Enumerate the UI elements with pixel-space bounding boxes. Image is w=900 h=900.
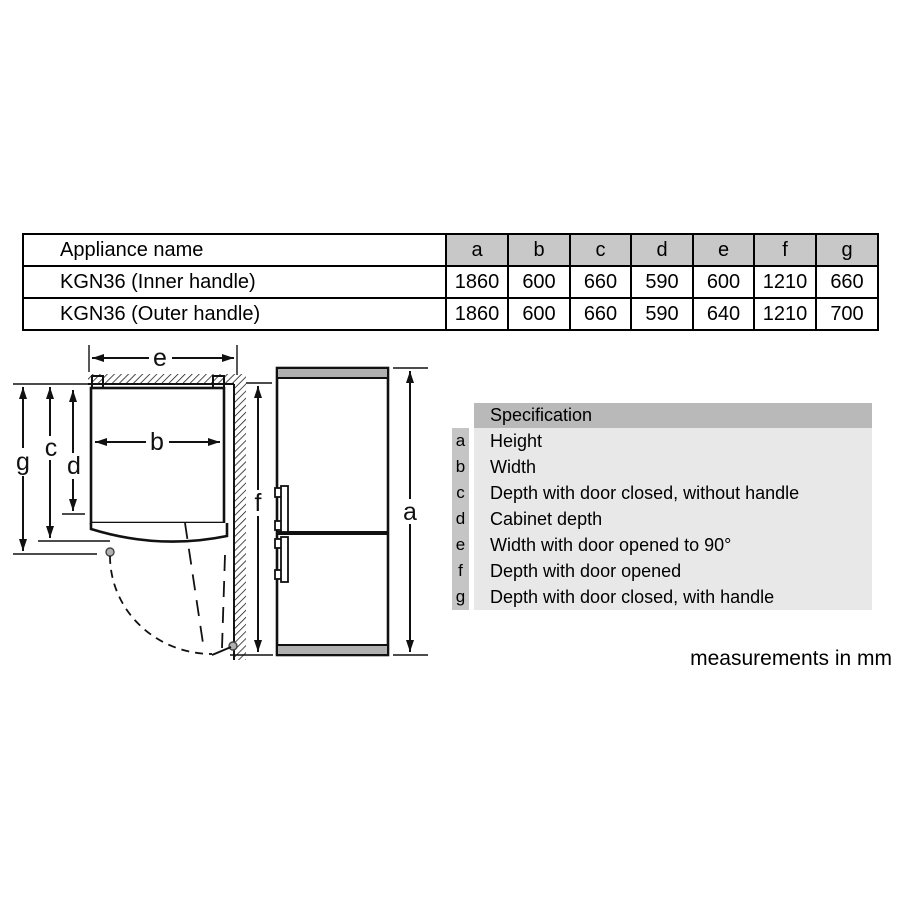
table-header-a: a (446, 234, 508, 266)
fridge-top-trim (277, 368, 388, 378)
measurements-note: measurements in mm (690, 647, 892, 670)
fridge-bottom-trim (277, 645, 388, 655)
table-header-appliance: Appliance name (23, 234, 446, 266)
table-cell: 1860 (446, 298, 508, 330)
legend-key: e (452, 532, 469, 558)
legend-key: c (452, 480, 469, 506)
dim-label-c: c (44, 434, 58, 462)
door-open-edge-outer (222, 555, 225, 648)
legend-key: a (452, 428, 469, 454)
legend-text: Height (474, 428, 872, 454)
dimension-table (22, 233, 879, 331)
legend-header: Specification (474, 403, 872, 428)
legend-key: d (452, 506, 469, 532)
table-header-row (23, 234, 878, 266)
dim-label-f: f (254, 489, 262, 517)
legend-text: Width with door opened to 90° (474, 532, 872, 558)
appliance-name-cell: KGN36 (Outer handle) (23, 298, 446, 330)
table-cell: 700 (816, 298, 878, 330)
legend-text: Depth with door closed, without handle (474, 480, 872, 506)
dim-label-b: b (150, 428, 164, 456)
table-cell: 1210 (754, 266, 816, 298)
table-row (23, 298, 878, 330)
table-cell: 660 (570, 298, 631, 330)
door-closed-outline (91, 523, 227, 542)
table-header-f: f (754, 234, 816, 266)
legend-text: Width (474, 454, 872, 480)
table-row (23, 266, 878, 298)
fridge-body (277, 368, 388, 655)
dim-label-d: d (67, 452, 81, 480)
table-header-e: e (693, 234, 754, 266)
table-cell: 660 (570, 266, 631, 298)
table-header-g: g (816, 234, 878, 266)
dim-label-a: a (403, 498, 417, 526)
table-cell: 1210 (754, 298, 816, 330)
door-pivot-closed (106, 548, 114, 556)
table-cell: 660 (816, 266, 878, 298)
table-cell: 600 (693, 266, 754, 298)
legend-key: g (452, 584, 469, 610)
dimension-diagram (0, 340, 440, 680)
table-cell: 640 (693, 298, 754, 330)
legend-key: f (452, 558, 469, 584)
table-cell: 590 (631, 298, 693, 330)
table-cell: 590 (631, 266, 693, 298)
wall-side-hatch (234, 384, 246, 660)
fridge-front-view (275, 368, 388, 655)
table-cell: 1860 (446, 266, 508, 298)
table-header-b: b (508, 234, 570, 266)
dim-label-e: e (153, 344, 167, 372)
dim-label-g: g (16, 448, 30, 476)
legend-key: b (452, 454, 469, 480)
spec-legend (452, 403, 872, 610)
table-header-d: d (631, 234, 693, 266)
table-header-c: c (570, 234, 631, 266)
fridge-top-view (91, 376, 237, 655)
door-open-front (212, 647, 231, 655)
table-cell: 600 (508, 298, 570, 330)
legend-text: Depth with door opened (474, 558, 872, 584)
legend-header-spacer (452, 403, 469, 428)
table-cell: 600 (508, 266, 570, 298)
appliance-name-cell: KGN36 (Inner handle) (23, 266, 446, 298)
door-pivot-open (229, 642, 237, 650)
legend-text: Cabinet depth (474, 506, 872, 532)
legend-text: Depth with door closed, with handle (474, 584, 872, 610)
